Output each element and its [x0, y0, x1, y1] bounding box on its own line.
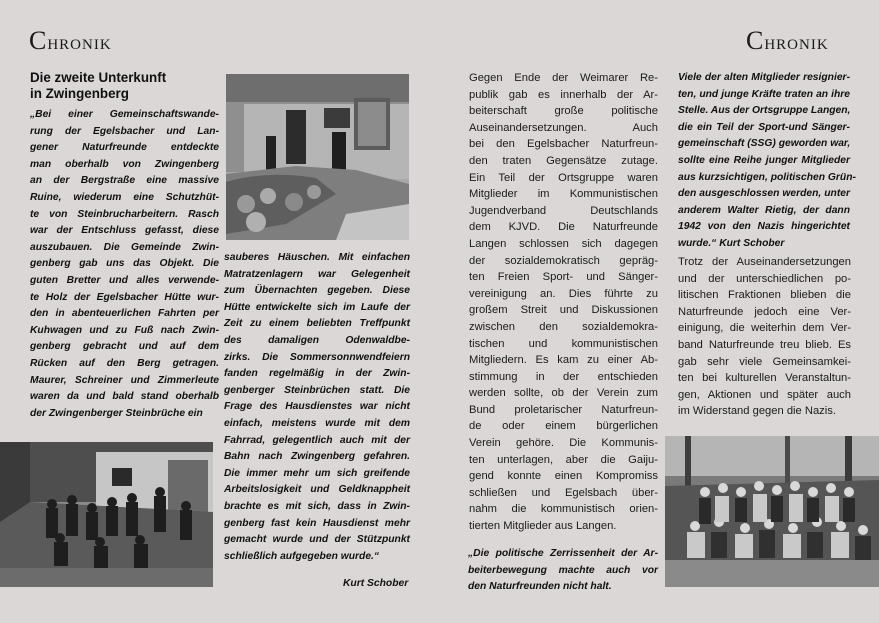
text-line: gemacht wurde und der Stützpunkt: [224, 534, 410, 546]
text-line: vereinigung an. Dies führte zu: [469, 287, 658, 300]
text-line: beiterschaft große politische: [469, 105, 658, 118]
text-line: sollte eine Reihe junger Mitglieder: [678, 154, 850, 166]
section-heading: [30, 70, 220, 102]
text-line: schließen und Egelsbach über-: [469, 486, 658, 499]
photo-group-at-hut: [0, 442, 213, 587]
text-line: de oder einem bürgerlichen: [469, 420, 658, 433]
text-line: ten unterlagen, aber die Gaiju-: [469, 453, 658, 466]
text-line: anderem Walter Rietig, der dann: [678, 204, 850, 216]
section-heading-line: Die zweite Unterkunft: [30, 70, 167, 85]
text-line: die ein Teil der Sport-und Sänger-: [678, 121, 850, 133]
text-line: te von Steinbrucharbeitern. Rasch: [30, 208, 219, 220]
text-line: einfach, meistens wurde mit dem: [224, 417, 410, 429]
text-line: 1942 von den Nazis hingerichtet: [678, 221, 850, 233]
text-line: Auseinandersetzungen. Auch: [469, 121, 658, 134]
quote-column-2: [224, 250, 410, 565]
text-line: tierten Mitglieder aus Langen.: [469, 520, 617, 533]
text-line: der Zwingenberger Steinbrüche ein: [30, 407, 203, 419]
text-line: Hütte entwickelte sich im Laufe der: [224, 301, 410, 313]
text-line: an der Bergstraße eine massive: [30, 175, 219, 187]
text-line: man oberhalb von Zwingenberg: [30, 158, 219, 170]
photo-stone-hut-image: [226, 74, 409, 240]
text-line: Trotz der Auseinandersetzungen: [678, 256, 851, 268]
text-line: Maurer, Schreiner und Zimmerleute: [30, 374, 219, 386]
text-line: Bahn nach Zwingenberg gefahren.: [224, 451, 410, 463]
photo-group-outdoors-image: [665, 436, 879, 587]
text-line: publik gab es innerhalb der Ar-: [469, 88, 658, 101]
text-line: genberg gebracht und auf dem: [30, 341, 219, 353]
text-line: ten bei kulturellen Veranstaltun-: [678, 372, 851, 385]
text-line: nahm die kommunistisch orien-: [469, 503, 658, 516]
text-line: gen, Aktionen und später auch: [678, 388, 851, 401]
text-line: werden sollte, ob der Verein zum: [469, 387, 658, 400]
text-line: dem KJVD. Die Naturfreunde: [469, 221, 658, 234]
text-line: im Widerstand gegen die Nazis.: [678, 405, 836, 418]
text-line: fanden regelmäßig in der Zwin-: [224, 368, 410, 380]
text-line: Ein Teil der Ortsgruppe waren: [469, 171, 658, 184]
text-line: aus kurzsichtigen, politischen Grün-: [678, 171, 856, 183]
right-page-title: Chronik: [746, 26, 829, 55]
text-line: und der unterschiedlichen po-: [678, 272, 851, 285]
text-line: Mitgliedern. Es kam zu einer Ab-: [469, 354, 658, 367]
text-line: auszubauen. Die Gemeinde Zwin-: [30, 241, 219, 253]
text-line: der sozialdemokratisch gepräg-: [469, 254, 658, 267]
text-line: gener Naturfreunde entdeckte: [30, 142, 219, 154]
text-line: Viele der alten Mitglieder resignier-: [678, 72, 850, 83]
text-line: Jugendverband Deutschlands: [469, 204, 658, 217]
section-heading-line: in Zwingenberg: [30, 86, 129, 101]
text-line: Bund proletarischer Naturfreun-: [469, 403, 658, 416]
text-line: Arbeitslosigkeit und Geldknappheit: [224, 484, 410, 496]
text-line: genberg gab uns das Objekt. Die: [30, 258, 219, 270]
text-line: gab sehr viele Gemeinsamkei-: [678, 355, 851, 368]
text-line: wurde.“ Kurt Schober: [678, 237, 785, 249]
text-line: Langen schlossen sich dagegen: [469, 237, 658, 250]
text-line: ten, und junge Kräfte traten an ihre: [678, 88, 850, 100]
text-line: zirks. Die Sommersonnwendfeiern: [224, 351, 410, 363]
text-line: beiterbewegung machte auch vor: [468, 564, 658, 576]
body-text-column-1: [469, 70, 658, 535]
text-line: Fahrrad, gelegentlich auch mit der: [224, 434, 410, 446]
photo-group-at-hut-image: [0, 442, 213, 587]
text-line: gend konnte einen Kompromiss: [469, 470, 658, 483]
text-line: guten Bretter und alles verwende-: [30, 274, 219, 286]
text-line: tischen und kommunistischen: [469, 337, 658, 350]
text-line: bei den Egelsbacher Naturfreun-: [469, 138, 658, 151]
text-line: litischen Fraktionen blieben die: [678, 289, 851, 302]
text-line: stimmung in der entschieden: [469, 370, 658, 383]
text-line: den in abenteuerlichen Fahrten per: [30, 308, 219, 320]
text-line: Ruine, wiederum eine Schutzhüt-: [30, 191, 219, 203]
text-line: zum Übernachten gegeben. Diese: [224, 285, 410, 297]
text-line: band Naturfreunde treu blieb. Es: [678, 338, 851, 351]
text-line: Zeit zu einem beliebten Treffpunkt: [224, 318, 410, 330]
text-line: den traten Gegensätze zutage.: [469, 154, 658, 167]
text-line: Mitglieder im Kommunistischen: [469, 188, 658, 201]
text-line: rung der Egelsbacher und Lan-: [30, 125, 219, 137]
text-line: den Naturfreunden nicht halt.: [468, 581, 612, 593]
body-text-column-2: [678, 254, 851, 420]
text-line: Gegen Ende der Weimarer Re-: [469, 72, 658, 84]
left-page-title: Chronik: [29, 26, 112, 55]
quote-column-1: [30, 107, 219, 422]
text-line: Die immer mehr um sich greifende: [224, 467, 410, 479]
text-line: Verein gehöre. Die Kommunis-: [469, 437, 658, 450]
text-line: zwischen den sozialdemokra-: [469, 320, 658, 333]
text-line: brachte es mit sich, dass in Zwin-: [224, 500, 410, 512]
text-line: genberger Steinbrüchen statt. Die: [224, 384, 410, 396]
text-line: waren da und bald stand oberhalb: [30, 391, 219, 403]
text-line: sauberes Häuschen. Mit einfachen: [224, 252, 410, 263]
text-line: te Holz der Egelsbacher Hütte wur-: [30, 291, 219, 303]
photo-stone-hut: [226, 74, 409, 240]
text-line: einigung, die weiterhin dem Ver-: [678, 322, 851, 335]
photo-group-outdoors: [665, 436, 879, 587]
text-line: Naturfreunde jedoch eine Ver-: [678, 305, 851, 318]
text-line: „Die politische Zerrissenheit der Ar-: [468, 548, 658, 559]
text-line: gemeinschaft (SSG) geworden war,: [678, 138, 851, 150]
pull-quote: [468, 546, 658, 596]
text-line: ten Freien Sport- und Sänger-: [469, 271, 658, 284]
text-line: Rücken auf den Berg getragen.: [30, 357, 219, 369]
text-line: war der Entschluss gefasst, diese: [30, 225, 219, 237]
text-line: den ausgeschlossen werden, unter: [678, 188, 850, 200]
text-line: des damaligen Odenwaldbe-: [224, 334, 410, 346]
text-line: „Bei einer Gemeinschaftswande-: [30, 109, 219, 120]
text-line: Kuhwagen und zu Fuß nach Zwin-: [30, 324, 219, 336]
text-line: Matratzenlagern war Gelegenheit: [224, 268, 410, 280]
text-line: Frage des Hausdienstes war nicht: [224, 401, 410, 413]
quote-column-right: [678, 70, 856, 253]
text-line: schließlich aufgegeben wurde.“: [224, 550, 380, 562]
author-credit: Kurt Schober: [343, 578, 409, 589]
text-line: Stelle. Aus der Ortsgruppe Langen,: [678, 105, 851, 117]
text-line: genberg fast kein Hausdienst mehr: [224, 517, 410, 529]
text-line: großem Streit und Diskussionen: [469, 304, 658, 317]
